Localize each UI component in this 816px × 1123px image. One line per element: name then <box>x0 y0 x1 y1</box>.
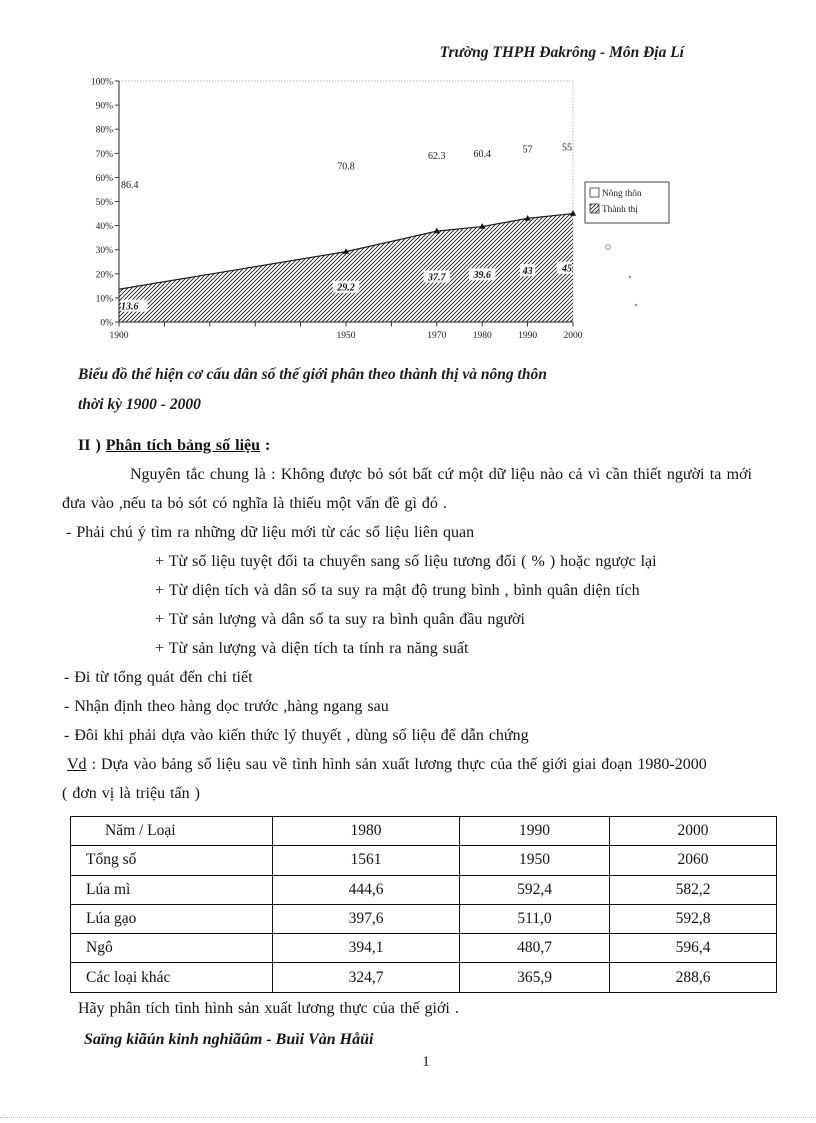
table-header-row <box>71 817 777 846</box>
section-title: Phân tích bảng số liệu <box>105 437 261 454</box>
label-nong-thon: 57 <box>522 144 533 156</box>
table-cell: 394,1 <box>273 934 460 963</box>
table-cell: Tổng số <box>71 846 273 875</box>
y-tick-label: 60% <box>95 173 113 184</box>
table-cell: Ngô <box>71 934 273 963</box>
y-tick-label: 50% <box>95 198 113 208</box>
guideline-list <box>62 518 752 750</box>
label-thanh-thi: 39.6 <box>473 270 491 282</box>
example-label: Vd <box>67 756 87 773</box>
x-tick-label: 1970 <box>427 331 447 341</box>
footer-signature: Saïng kiãún kinh nghiãûm - Buìi Vàn Håüi <box>84 1031 374 1048</box>
table-cell: 596,4 <box>610 934 777 963</box>
y-tick-label: 30% <box>95 246 113 257</box>
table-cell: 592,8 <box>610 904 777 933</box>
label-nong-thon: 60.4 <box>473 148 491 160</box>
table-cell: 1561 <box>273 846 460 875</box>
table-cell: 511,0 <box>460 904 610 933</box>
chart-legend <box>585 182 669 223</box>
y-tick-label: 0% <box>100 318 113 329</box>
guideline-item: + Từ sản lượng và diện tích ta tính ra năng suất <box>155 640 469 657</box>
table-row <box>71 846 777 875</box>
chart-caption-line2: thời kỳ 1900 - 2000 <box>78 396 201 413</box>
label-thanh-thi: 43 <box>522 265 533 277</box>
legend-swatch-nong-thon <box>590 188 599 197</box>
label-thanh-thi: 37.7 <box>428 272 446 284</box>
table-cell: 2000 <box>610 817 777 846</box>
table-cell: 1950 <box>460 846 610 875</box>
table-cell: 2060 <box>610 846 777 875</box>
stacked-area-chart <box>70 70 700 355</box>
label-nong-thon: 86.4 <box>121 180 139 192</box>
table-cell: 288,6 <box>610 963 777 992</box>
x-tick-label: 1950 <box>336 331 356 341</box>
y-tick-label: 70% <box>95 149 113 160</box>
table-cell: 1980 <box>273 817 460 846</box>
y-tick-label: 90% <box>95 101 113 112</box>
table-row <box>71 934 777 963</box>
chart-caption-line1: Biểu đồ thể hiện cơ cấu dân số thế giới phân theo thành thị và nông thôn <box>78 366 547 383</box>
table-cell: Các loại khác <box>71 963 273 992</box>
label-nong-thon: 55 <box>562 142 572 154</box>
example-line <box>62 750 752 779</box>
guideline-item: - Phải chú ý tìm ra những dữ liệu mới từ các số liệu liên quan <box>66 524 475 541</box>
document-header: Trường THPH Đakrông - Môn Địa Lí <box>439 44 684 61</box>
table-cell: 1990 <box>460 817 610 846</box>
x-tick-label: 1980 <box>472 331 492 341</box>
label-nong-thon: 70.8 <box>337 161 355 173</box>
y-tick-label: 80% <box>95 125 113 136</box>
closing-line: Hãy phân tích tình hình sản xuất lương thực của thế giới . <box>78 1000 459 1017</box>
body-content <box>62 431 752 808</box>
section-prefix: II ) <box>78 437 106 454</box>
population-structure-chart <box>70 70 700 355</box>
table-cell: 397,6 <box>273 904 460 933</box>
table-row <box>71 875 777 904</box>
guideline-item: + Từ số liệu tuyệt đối ta chuyển sang số liệu tương đối ( % ) hoặc ngược lại <box>155 553 657 570</box>
guideline-item: - Nhận định theo hàng dọc trước ,hàng ngang sau <box>64 698 389 715</box>
guideline-item: + Từ diện tích và dân số ta suy ra mật độ trung bình , bình quân diện tích <box>155 582 640 599</box>
table-cell: 592,4 <box>460 875 610 904</box>
guideline-item: - Đi từ tổng quát đến chi tiết <box>64 669 253 686</box>
y-tick-label: 10% <box>95 294 113 305</box>
section-suffix: : <box>260 437 271 454</box>
scan-artifacts <box>606 245 638 307</box>
guideline-item: + Từ sản lượng và dân số ta suy ra bình quân đầu người <box>155 611 525 628</box>
food-production-table <box>70 816 777 993</box>
legend-label: Thành thị <box>602 205 638 215</box>
table-cell: 365,9 <box>460 963 610 992</box>
table-row <box>71 963 777 992</box>
y-tick-label: 100% <box>90 77 113 88</box>
label-thanh-thi: 29.2 <box>337 282 355 294</box>
table-cell: Năm / Loại <box>71 817 273 846</box>
legend-swatch-thanh-thi <box>590 204 599 213</box>
label-nong-thon: 62.3 <box>428 151 446 163</box>
table-cell: 480,7 <box>460 934 610 963</box>
guideline-item: - Đôi khi phải dựa vào kiến thức lý thuyết , dùng số liệu để dẫn chứng <box>64 727 529 744</box>
section-heading <box>62 431 752 460</box>
table-cell: 444,6 <box>273 875 460 904</box>
y-tick-label: 40% <box>95 222 113 233</box>
chart-caption <box>78 360 738 420</box>
x-tick-label: 2000 <box>563 331 583 341</box>
example-text: : Dựa vào bảng số liệu sau về tình hình sản xuất lương thực của thế giới giai đoạn 1980-2000 <box>86 756 707 773</box>
footer-divider <box>0 1117 816 1118</box>
table-cell: 582,2 <box>610 875 777 904</box>
label-thanh-thi: 45 <box>562 263 572 275</box>
table-row <box>71 904 777 933</box>
table-cell: Lúa gạo <box>71 904 273 933</box>
label-thanh-thi: 13.6 <box>121 301 139 313</box>
table-cell: 324,7 <box>273 963 460 992</box>
page-number: 1 <box>422 1054 430 1070</box>
x-tick-label: 1900 <box>109 331 129 341</box>
x-tick-label: 1990 <box>518 331 538 341</box>
legend-label: Nông thôn <box>602 189 642 199</box>
table-cell: Lúa mì <box>71 875 273 904</box>
unit-note: ( đơn vị là triệu tấn ) <box>62 785 200 802</box>
y-tick-label: 20% <box>95 270 113 281</box>
intro-paragraph: Nguyên tắc chung là : Không được bỏ sót bất cứ một dữ liệu nào cả vì cần thiết người ta mới đưa vào ,nếu ta bỏ sót có nghĩa là thiếu một vấn đề gì đó . <box>62 466 752 512</box>
